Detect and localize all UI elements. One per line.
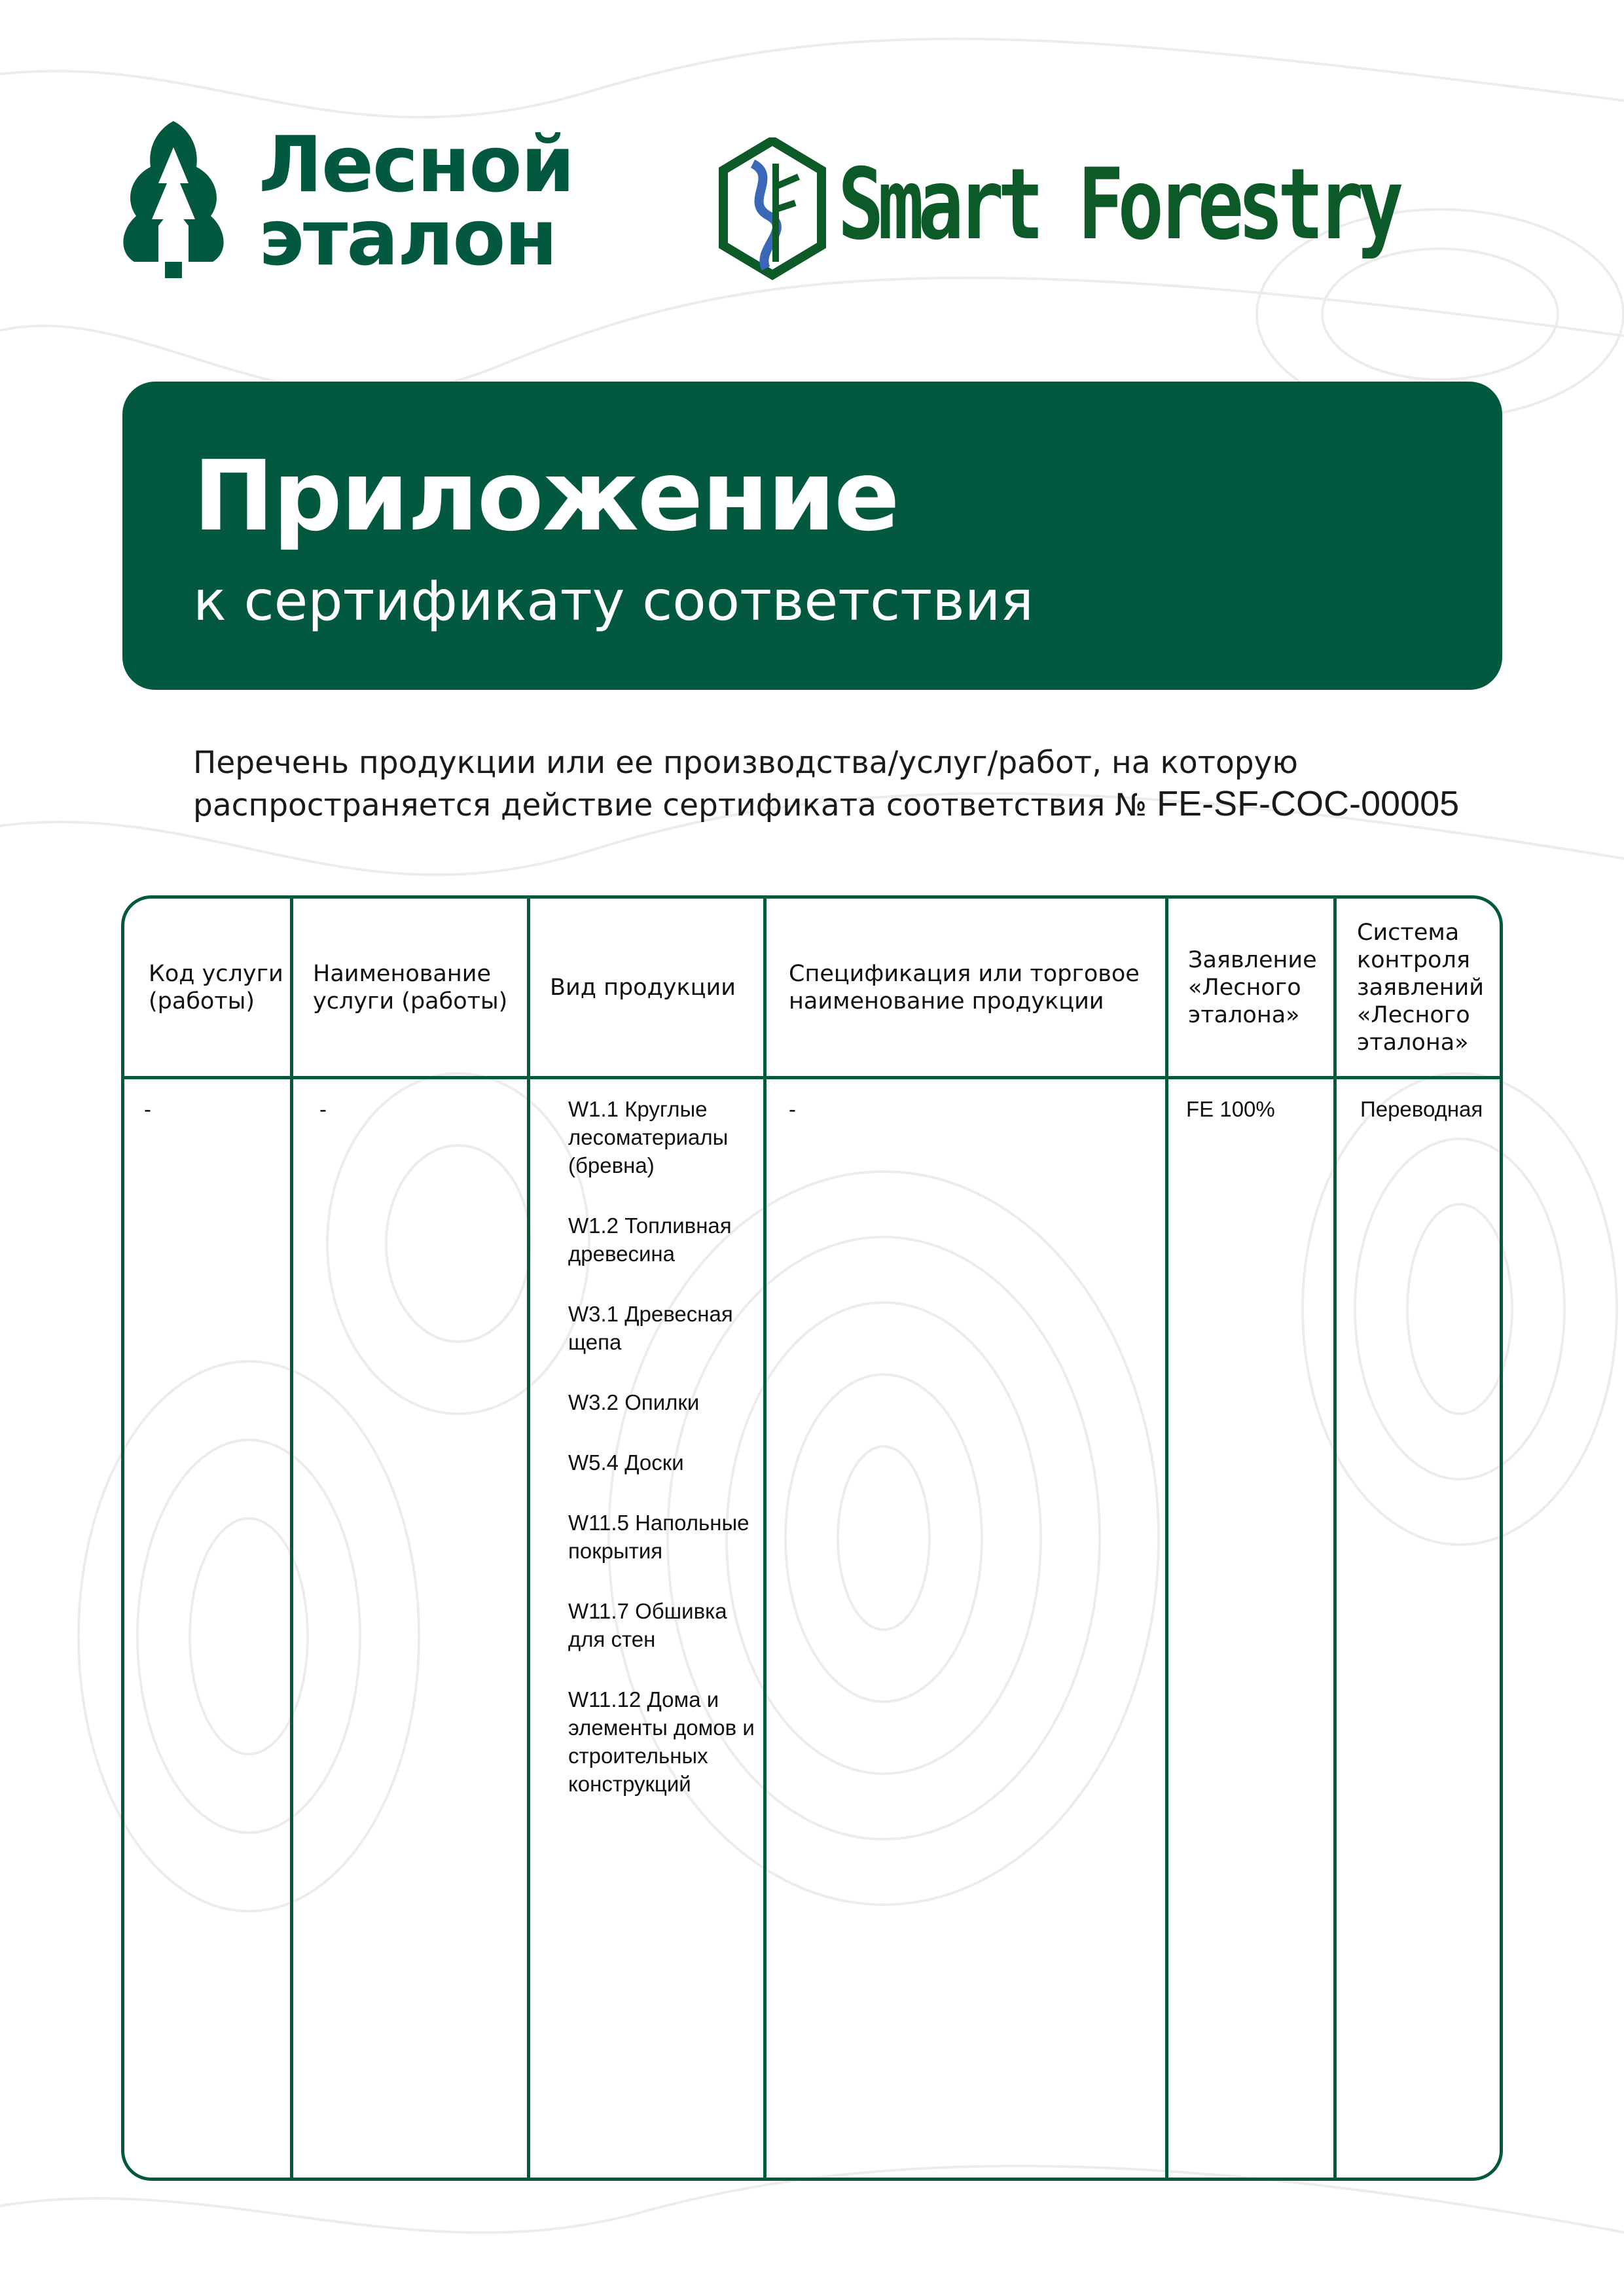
smart-forestry-wordmark: Smart Forestry: [838, 148, 1398, 262]
product-list: [568, 1095, 765, 1798]
header-control-system: Система контроля заявлений «Лесного эталона»: [1357, 920, 1485, 1056]
product-item: W3.2 Опилки: [568, 1390, 700, 1414]
page-subtitle: к сертификату соответствия: [193, 569, 1034, 633]
logo-line-1: Лесной: [259, 119, 574, 209]
cell-control-system: Переводная: [1360, 1097, 1483, 1121]
logo-line-2: эталон: [259, 192, 556, 283]
column-divider: [290, 899, 293, 2178]
product-item: W11.7 Обшивка для стен: [568, 1599, 727, 1651]
cell-claim: FE 100%: [1186, 1097, 1275, 1121]
header-specification: Спецификация или торговое наименование продукции: [789, 961, 1140, 1014]
cell-specification: -: [789, 1097, 796, 1121]
page-title: Приложение: [193, 440, 899, 552]
intro-line-2-text: распространяется действие сертификата соответствия №: [193, 787, 1157, 823]
product-item: W1.2 Топливная древесина: [568, 1213, 732, 1266]
intro-line-1: Перечень продукции или ее производства/услуг/работ, на которую: [193, 745, 1298, 781]
product-item: W5.4 Доски: [568, 1450, 684, 1475]
cell-product-type: [568, 1095, 765, 1830]
cell-code: -: [144, 1097, 151, 1121]
column-divider: [1333, 899, 1337, 2178]
header-claim: Заявление «Лесного эталона»: [1188, 947, 1317, 1028]
header-code: Код услуги (работы): [149, 961, 283, 1014]
product-item: W1.1 Круглые лесоматериалы (бревна): [568, 1097, 729, 1177]
cell-service-name: -: [319, 1097, 327, 1121]
product-item: W3.1 Древесная щепа: [568, 1302, 733, 1354]
header-service-name: Наименование услуги (работы): [313, 961, 508, 1014]
column-divider: [527, 899, 530, 2178]
header-product-type: Вид продукции: [550, 975, 736, 1001]
lesnoy-etalon-logo: [118, 119, 574, 285]
certificate-number: FE-SF-COC-00005: [1157, 784, 1460, 823]
tree-logo-icon: [118, 121, 229, 278]
title-banner: [122, 382, 1502, 690]
smart-forestry-logo: [717, 137, 1398, 281]
lesnoy-etalon-wordmark: [259, 119, 574, 283]
products-table: [121, 895, 1503, 2181]
product-item: W11.12 Дома и элементы домов и строительных конструкций: [568, 1687, 755, 1796]
intro-line-2: [193, 783, 1535, 826]
column-divider: [1165, 899, 1168, 2178]
intro-paragraph: [193, 743, 1535, 826]
product-item: W11.5 Напольные покрытия: [568, 1511, 749, 1563]
sf-hexagon-emblem-icon: [717, 137, 828, 281]
